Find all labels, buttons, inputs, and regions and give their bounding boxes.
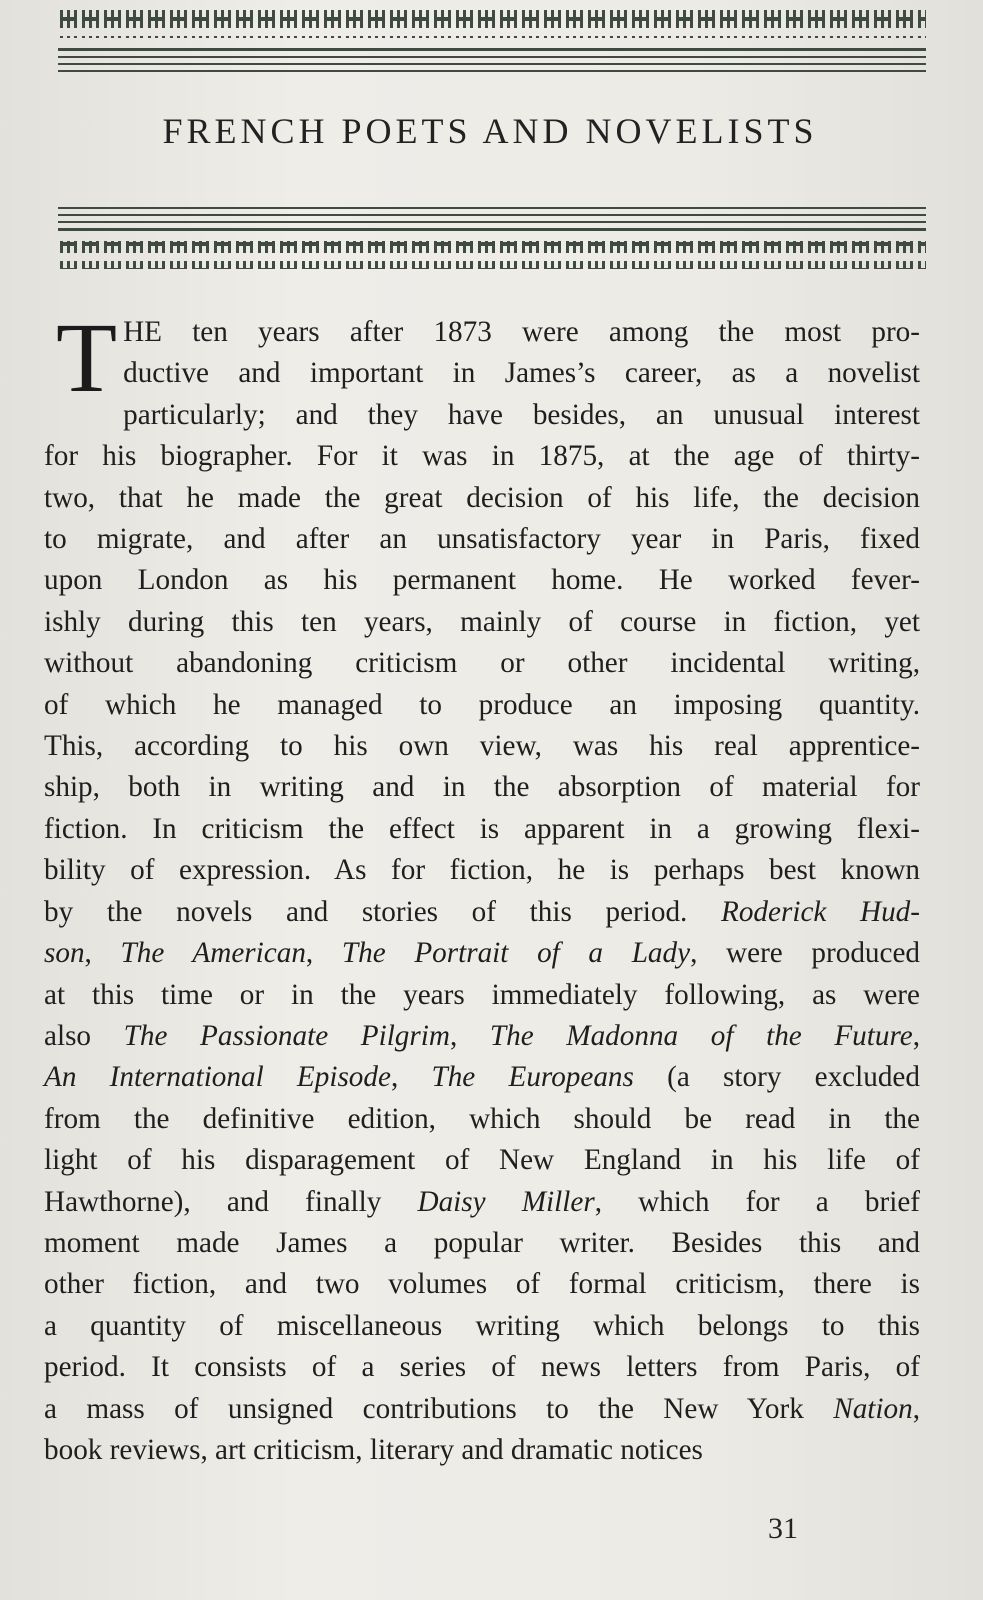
text-line: fiction. In criticism the effect is apparent in a growing flexi- <box>44 812 920 845</box>
text-line: particularly; and they have besides, an unusual interest <box>123 398 920 431</box>
text-line: other fiction, and two volumes of formal criticism, there is <box>44 1268 920 1301</box>
text-line: moment made James a popular writer. Besides this and <box>44 1226 920 1259</box>
text-line: from the definitive edition, which should be read in the <box>44 1102 920 1135</box>
text-line: of which he managed to produce an imposing quantity. <box>44 688 920 721</box>
text-segment: , were produced <box>690 937 921 970</box>
text-line: bility of expression. As for fiction, he is perhaps best known <box>44 854 920 887</box>
title-the-american: The American <box>120 937 306 970</box>
text-line: also The Passionate Pilgrim, The Madonna of the Future, <box>44 1019 921 1052</box>
top-ornamental-border <box>58 6 926 82</box>
title-the-europeans: The Europeans <box>431 1061 634 1094</box>
drop-cap: T <box>56 302 118 413</box>
text-line: two, that he made the great decision of his life, the decision <box>44 481 920 514</box>
title-portrait-of-a-lady: The Portrait of a Lady <box>341 937 691 970</box>
ornamental-border-pattern <box>58 6 926 82</box>
text-line: HE ten years after 1873 were among the most pro- <box>123 316 920 348</box>
title-nation: Nation <box>833 1392 913 1425</box>
text-line: This, according to his own view, was his real apprentice- <box>44 730 920 763</box>
title-passionate-pilgrim: The Passionate Pilgrim <box>123 1019 450 1052</box>
title-roderick-hudson-cont: son <box>44 937 85 970</box>
text-line <box>44 892 920 933</box>
text-segment: by the novels and stories of this period. <box>44 895 688 928</box>
title-madonna-of-the-future: The Madonna of the Future <box>489 1019 913 1052</box>
text-line: son, The American, The Portrait of a Lady, were produced <box>44 937 921 970</box>
text-line: for his biographer. For it was in 1875, at the age of thirty- <box>44 440 920 473</box>
page-number: 31 <box>768 1512 798 1545</box>
text-segment: also <box>44 1019 92 1052</box>
ornamental-border-pattern <box>58 205 926 281</box>
text-line: at this time or in the years immediately following, as were <box>44 978 920 1011</box>
text-segment: Hawthorne), and finally <box>44 1185 382 1218</box>
text-line: ductive and important in James’s career, as a novelist <box>123 357 920 390</box>
title-roderick-hudson: Roderick Hud- <box>721 895 920 928</box>
text-line: ship, both in writing and in the absorption of material for <box>44 771 920 804</box>
text-line: An International Episode, The Europeans (a story excluded <box>44 1061 920 1094</box>
bottom-ornamental-border <box>58 205 926 281</box>
text-line: to migrate, and after an unsatisfactory year in Paris, fixed <box>44 523 920 556</box>
text-line: light of his disparagement of New England in his life of <box>44 1144 920 1177</box>
text-segment: (a story excluded <box>633 1061 920 1094</box>
page-title: FRENCH POETS AND NOVELISTS <box>162 111 818 151</box>
text-line: without abandoning criticism or other incidental writing, <box>44 647 920 680</box>
title-daisy-miller: Daisy Miller <box>417 1185 595 1218</box>
text-line: period. It consists of a series of news letters from Paris, of <box>44 1351 920 1384</box>
text-line: book reviews, art criticism, literary and dramatic notices <box>44 1433 703 1466</box>
text-segment: , which for a brief <box>594 1185 920 1218</box>
title-international-episode: An International Episode <box>44 1061 391 1094</box>
text-line <box>44 1182 920 1223</box>
text-line: ishly during this ten years, mainly of course in fiction, yet <box>44 605 920 638</box>
text-segment: a mass of unsigned contributions to the New York <box>44 1392 804 1425</box>
text-line: a mass of unsigned contributions to the New York Nation, <box>44 1392 920 1425</box>
text-line: a quantity of miscellaneous writing which belongs to this <box>44 1309 920 1342</box>
text-line: upon London as his permanent home. He worked fever- <box>44 564 920 597</box>
body-paragraph <box>44 302 921 1471</box>
